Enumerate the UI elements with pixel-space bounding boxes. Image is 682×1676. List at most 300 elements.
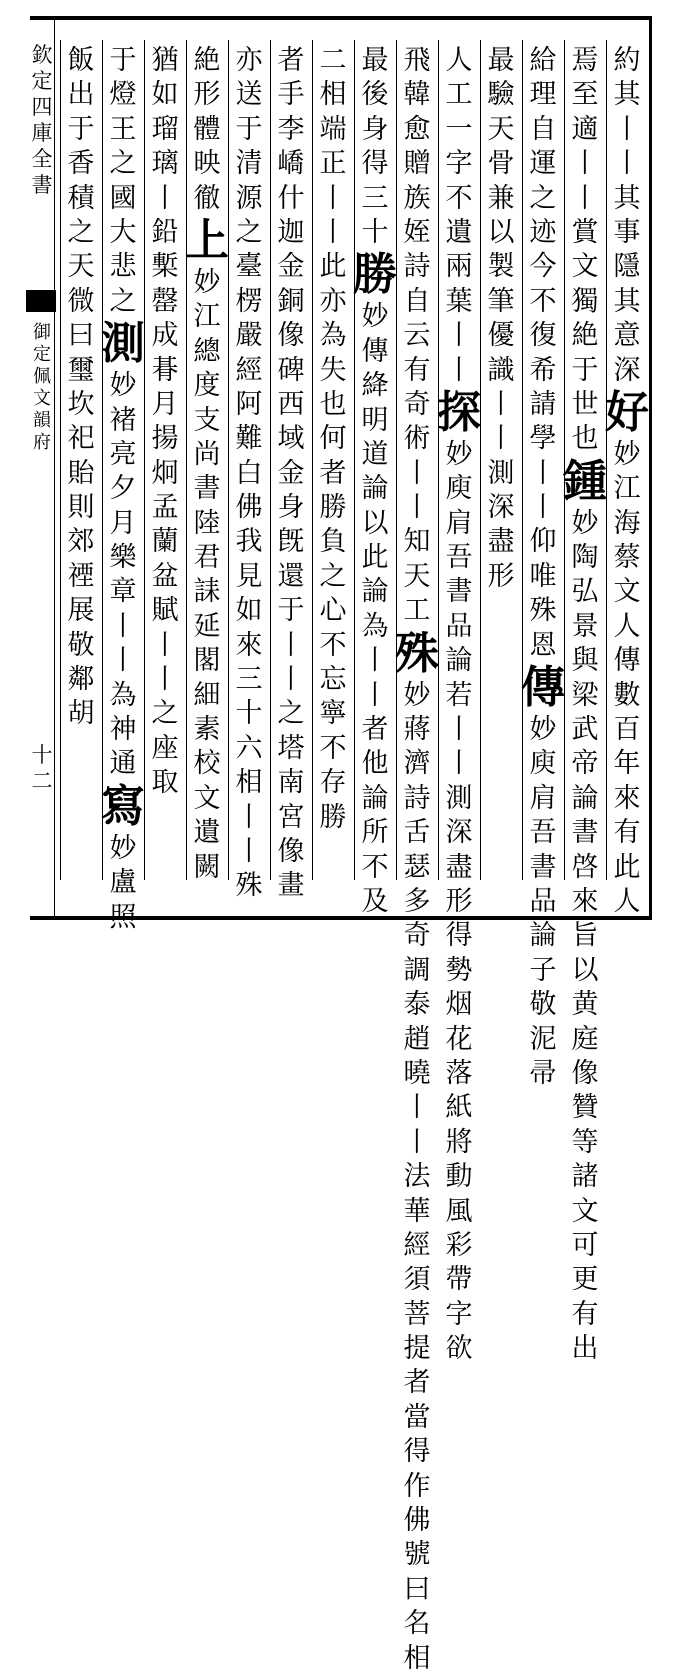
- text-glyph: 宮: [277, 801, 305, 833]
- text-glyph: 武: [571, 714, 599, 746]
- text-glyph: 最: [487, 45, 515, 76]
- text-glyph: 丨: [571, 148, 599, 180]
- text-column: [480, 44, 522, 594]
- text-glyph: 不: [319, 629, 347, 661]
- text-glyph: 明: [361, 404, 389, 436]
- text-glyph: 骨: [487, 148, 515, 180]
- text-glyph: 丨: [529, 492, 557, 524]
- text-glyph: 啓: [571, 851, 599, 883]
- text-glyph: 字: [445, 1298, 473, 1330]
- text-glyph: 徹: [193, 182, 221, 214]
- text-glyph: 則: [67, 492, 95, 524]
- text-glyph: 此: [319, 251, 347, 283]
- text-glyph: 可: [571, 1229, 599, 1261]
- text-glyph: 妙: [361, 301, 389, 333]
- text-glyph: 瑟: [403, 851, 431, 883]
- headword-glyph: 寫: [101, 780, 145, 832]
- text-glyph: 識: [487, 354, 515, 386]
- text-glyph: 身: [277, 492, 305, 524]
- text-glyph: 端: [319, 113, 347, 145]
- text-glyph: 菩: [403, 1298, 431, 1330]
- text-glyph: 動: [445, 1161, 473, 1193]
- text-glyph: 塔: [277, 732, 305, 764]
- text-glyph: 最: [361, 45, 389, 76]
- text-glyph: 樂: [109, 542, 137, 574]
- text-glyph: 來: [235, 629, 263, 661]
- text-column: [354, 44, 396, 919]
- text-glyph: 經: [403, 1229, 431, 1261]
- text-glyph: 源: [235, 182, 263, 214]
- text-glyph: 佛: [235, 492, 263, 524]
- text-glyph: 丨: [151, 629, 179, 661]
- text-glyph: 之: [151, 698, 179, 730]
- text-glyph: 絶: [571, 320, 599, 352]
- text-glyph: 法: [403, 1161, 431, 1193]
- text-glyph: 復: [529, 320, 557, 352]
- text-glyph: 褚: [109, 404, 137, 436]
- margin-glyph: 府: [33, 432, 51, 453]
- text-glyph: 論: [445, 645, 473, 677]
- text-glyph: 十: [235, 698, 263, 730]
- text-glyph: 丨: [487, 423, 515, 455]
- text-glyph: 其: [613, 285, 641, 317]
- text-glyph: 大: [109, 216, 137, 248]
- text-glyph: 難: [235, 423, 263, 455]
- text-glyph: 論: [571, 782, 599, 814]
- text-glyph: 尚: [193, 438, 221, 470]
- text-glyph: 如: [151, 79, 179, 111]
- text-glyph: 須: [403, 1264, 431, 1296]
- text-glyph: 人: [613, 610, 641, 642]
- text-glyph: 丨: [361, 679, 389, 711]
- text-glyph: 落: [445, 1057, 473, 1089]
- text-glyph: 丨: [319, 216, 347, 248]
- text-glyph: 他: [361, 748, 389, 780]
- text-glyph: 帝: [571, 748, 599, 780]
- text-glyph: 猶: [151, 45, 179, 76]
- text-glyph: 傳: [361, 335, 389, 367]
- text-glyph: 丨: [277, 664, 305, 696]
- text-glyph: 丨: [403, 1126, 431, 1158]
- text-column: [438, 44, 480, 1366]
- text-glyph: 相: [235, 767, 263, 799]
- headword-glyph: 測: [101, 318, 145, 370]
- text-glyph: 之: [235, 216, 263, 248]
- margin-glyph: 書: [31, 173, 53, 197]
- text-glyph: 文: [193, 782, 221, 814]
- text-glyph: 君: [193, 542, 221, 574]
- text-glyph: 仰: [529, 526, 557, 558]
- text-glyph: 于: [67, 113, 95, 145]
- text-glyph: 者: [403, 1367, 431, 1399]
- text-glyph: 金: [277, 251, 305, 283]
- text-glyph: 贈: [403, 148, 431, 180]
- text-glyph: 將: [445, 1126, 473, 1158]
- text-glyph: 得: [361, 148, 389, 180]
- text-glyph: 論: [361, 576, 389, 608]
- text-glyph: 妙: [529, 714, 557, 746]
- text-glyph: 之: [67, 216, 95, 248]
- text-glyph: 華: [403, 1195, 431, 1227]
- text-glyph: 負: [319, 526, 347, 558]
- text-glyph: 飛: [403, 45, 431, 76]
- text-glyph: 當: [403, 1401, 431, 1433]
- margin-glyph: 庫: [31, 121, 53, 145]
- text-glyph: 一: [445, 113, 473, 145]
- text-glyph: 帶: [445, 1264, 473, 1296]
- text-glyph: 手: [277, 79, 305, 111]
- text-glyph: 丨: [151, 664, 179, 696]
- text-glyph: 悲: [109, 251, 137, 283]
- text-glyph: 素: [193, 714, 221, 746]
- text-glyph: 陸: [193, 507, 221, 539]
- text-column: [396, 44, 438, 1676]
- text-glyph: 鉛: [151, 216, 179, 248]
- text-glyph: 庾: [529, 748, 557, 780]
- text-glyph: 丨: [613, 113, 641, 145]
- text-glyph: 槧: [151, 251, 179, 283]
- text-glyph: 勝: [319, 801, 347, 833]
- text-glyph: 陶: [571, 542, 599, 574]
- text-glyph: 多: [403, 885, 431, 917]
- text-glyph: 請: [529, 388, 557, 420]
- text-column: [564, 44, 606, 1366]
- text-glyph: 十: [361, 216, 389, 248]
- text-glyph: 丨: [235, 801, 263, 833]
- text-glyph: 失: [319, 354, 347, 386]
- text-glyph: 貽: [67, 457, 95, 489]
- text-glyph: 製: [487, 251, 515, 283]
- text-glyph: 測: [487, 457, 515, 489]
- text-glyph: 揚: [151, 423, 179, 455]
- text-glyph: 禋: [67, 560, 95, 592]
- text-glyph: 等: [571, 1126, 599, 1158]
- text-glyph: 愈: [403, 113, 431, 145]
- text-glyph: 世: [571, 388, 599, 420]
- text-glyph: 何: [319, 423, 347, 455]
- text-glyph: 更: [571, 1264, 599, 1296]
- text-glyph: 盆: [151, 560, 179, 592]
- margin-book-series-title: [30, 42, 54, 198]
- text-glyph: 郊: [67, 526, 95, 558]
- text-glyph: 丨: [403, 1092, 431, 1124]
- text-glyph: 阿: [235, 388, 263, 420]
- text-glyph: 文: [571, 251, 599, 283]
- margin-book-title: [30, 322, 54, 454]
- text-glyph: 書: [571, 817, 599, 849]
- text-glyph: 得: [445, 920, 473, 952]
- text-glyph: 文: [613, 576, 641, 608]
- text-glyph: 子: [529, 954, 557, 986]
- text-glyph: 胡: [67, 698, 95, 730]
- text-column: [270, 44, 312, 904]
- text-column: [144, 44, 186, 801]
- text-glyph: 姪: [403, 216, 431, 248]
- text-glyph: 蘭: [151, 526, 179, 558]
- text-glyph: 賦: [151, 595, 179, 627]
- text-glyph: 品: [529, 885, 557, 917]
- margin-glyph: 文: [33, 388, 51, 409]
- top-border: [30, 16, 652, 20]
- text-glyph: 出: [67, 79, 95, 111]
- text-glyph: 白: [235, 457, 263, 489]
- text-glyph: 三: [361, 182, 389, 214]
- text-glyph: 葉: [445, 285, 473, 317]
- text-glyph: 筆: [487, 285, 515, 317]
- text-glyph: 之: [109, 148, 137, 180]
- text-glyph: 與: [571, 645, 599, 677]
- text-glyph: 云: [403, 320, 431, 352]
- text-glyph: 迦: [277, 216, 305, 248]
- text-glyph: 出: [571, 1333, 599, 1365]
- text-glyph: 總: [193, 335, 221, 367]
- text-glyph: 身: [361, 113, 389, 145]
- text-glyph: 海: [613, 507, 641, 539]
- text-glyph: 人: [613, 885, 641, 917]
- text-glyph: 理: [529, 79, 557, 111]
- text-glyph: 詩: [403, 782, 431, 814]
- text-glyph: 風: [445, 1195, 473, 1227]
- text-glyph: 驗: [487, 79, 515, 111]
- text-glyph: 于: [235, 113, 263, 145]
- text-glyph: 妙: [109, 832, 137, 864]
- text-glyph: 焉: [571, 45, 599, 76]
- text-glyph: 測: [445, 782, 473, 814]
- text-glyph: 盧: [109, 867, 137, 899]
- text-glyph: 亮: [109, 438, 137, 470]
- text-glyph: 于: [571, 354, 599, 386]
- text-glyph: 支: [193, 404, 221, 436]
- text-glyph: 飯: [67, 45, 95, 76]
- text-glyph: 運: [529, 148, 557, 180]
- text-glyph: 優: [487, 320, 515, 352]
- text-glyph: 帚: [529, 1057, 557, 1089]
- text-column: [186, 44, 228, 885]
- text-glyph: 韓: [403, 79, 431, 111]
- text-glyph: 誄: [193, 576, 221, 608]
- right-border: [649, 16, 652, 920]
- text-glyph: 之: [277, 698, 305, 730]
- margin-glyph: 欽: [31, 43, 53, 67]
- text-glyph: 論: [361, 473, 389, 505]
- text-glyph: 遺: [193, 817, 221, 849]
- text-glyph: 相: [319, 79, 347, 111]
- text-glyph: 自: [529, 113, 557, 145]
- margin-glyph: 全: [31, 147, 53, 171]
- text-glyph: 此: [361, 542, 389, 574]
- text-glyph: 延: [193, 610, 221, 642]
- text-glyph: 自: [403, 285, 431, 317]
- text-glyph: 丨: [613, 148, 641, 180]
- text-glyph: 道: [361, 438, 389, 470]
- text-glyph: 嶠: [277, 148, 305, 180]
- margin-divider: [54, 20, 55, 916]
- text-glyph: 丨: [403, 457, 431, 489]
- text-glyph: 妙: [613, 438, 641, 470]
- text-glyph: 品: [445, 610, 473, 642]
- text-glyph: 丨: [445, 320, 473, 352]
- text-glyph: 丨: [403, 492, 431, 524]
- headword-glyph: 探: [437, 386, 481, 438]
- headword-glyph: 上: [185, 214, 229, 266]
- text-glyph: 不: [529, 285, 557, 317]
- text-glyph: 烟: [445, 989, 473, 1021]
- text-glyph: 勝: [319, 492, 347, 524]
- text-glyph: 經: [235, 354, 263, 386]
- text-glyph: 夕: [109, 473, 137, 505]
- text-glyph: 花: [445, 1023, 473, 1055]
- text-glyph: 碑: [277, 354, 305, 386]
- text-glyph: 不: [361, 851, 389, 883]
- text-glyph: 若: [445, 679, 473, 711]
- text-glyph: 還: [277, 560, 305, 592]
- text-glyph: 西: [277, 388, 305, 420]
- text-glyph: 天: [487, 113, 515, 145]
- text-glyph: 泰: [403, 989, 431, 1021]
- text-glyph: 之: [319, 560, 347, 592]
- text-glyph: 作: [403, 1470, 431, 1502]
- text-glyph: 像: [277, 320, 305, 352]
- text-glyph: 丨: [445, 354, 473, 386]
- margin-glyph: 四: [31, 95, 53, 119]
- text-glyph: 丨: [109, 645, 137, 677]
- text-glyph: 金: [277, 457, 305, 489]
- text-glyph: 丨: [445, 748, 473, 780]
- margin-glyph: 十: [31, 743, 53, 767]
- text-glyph: 賞: [571, 216, 599, 248]
- text-glyph: 丨: [319, 182, 347, 214]
- text-glyph: 傳: [613, 645, 641, 677]
- text-glyph: 座: [151, 732, 179, 764]
- text-glyph: 域: [277, 423, 305, 455]
- text-glyph: 以: [571, 954, 599, 986]
- text-column: [522, 44, 564, 1091]
- text-glyph: 丨: [529, 457, 557, 489]
- text-glyph: 積: [67, 182, 95, 214]
- text-glyph: 約: [613, 45, 641, 76]
- text-column: [102, 44, 144, 935]
- text-glyph: 詩: [403, 251, 431, 283]
- text-glyph: 相: [403, 1642, 431, 1674]
- text-glyph: 數: [613, 679, 641, 711]
- text-glyph: 意: [613, 320, 641, 352]
- text-glyph: 旨: [571, 920, 599, 952]
- text-glyph: 于: [277, 595, 305, 627]
- text-glyph: 送: [235, 79, 263, 111]
- text-glyph: 二: [319, 45, 347, 76]
- text-glyph: 銅: [277, 285, 305, 317]
- text-glyph: 什: [277, 182, 305, 214]
- margin-glyph: 韻: [33, 410, 51, 431]
- text-glyph: 給: [529, 45, 557, 76]
- text-glyph: 黄: [571, 989, 599, 1021]
- text-glyph: 為: [109, 679, 137, 711]
- text-glyph: 章: [109, 576, 137, 608]
- text-glyph: 為: [319, 320, 347, 352]
- headword-glyph: 好: [605, 386, 649, 438]
- text-glyph: 殊: [529, 595, 557, 627]
- text-glyph: 蔡: [613, 542, 641, 574]
- text-glyph: 彩: [445, 1229, 473, 1261]
- text-glyph: 盡: [445, 851, 473, 883]
- text-glyph: 曉: [403, 1057, 431, 1089]
- text-glyph: 希: [529, 354, 557, 386]
- text-glyph: 之: [109, 285, 137, 317]
- text-glyph: 旣: [277, 526, 305, 558]
- text-glyph: 罄: [151, 285, 179, 317]
- text-glyph: 殊: [235, 870, 263, 902]
- text-glyph: 國: [109, 182, 137, 214]
- text-glyph: 丨: [277, 629, 305, 661]
- text-glyph: 書: [445, 576, 473, 608]
- text-glyph: 炯: [151, 457, 179, 489]
- text-glyph: 號: [403, 1539, 431, 1571]
- text-glyph: 月: [109, 507, 137, 539]
- margin-glyph: 御: [33, 322, 51, 343]
- text-glyph: 梁: [571, 679, 599, 711]
- text-glyph: 楞: [235, 285, 263, 317]
- text-glyph: 像: [571, 1057, 599, 1089]
- text-glyph: 工: [445, 79, 473, 111]
- text-glyph: 三: [235, 664, 263, 696]
- text-glyph: 深: [445, 817, 473, 849]
- text-glyph: 月: [151, 388, 179, 420]
- text-glyph: 泥: [529, 1023, 557, 1055]
- text-glyph: 如: [235, 595, 263, 627]
- text-glyph: 兩: [445, 251, 473, 283]
- text-glyph: 奇: [403, 388, 431, 420]
- text-glyph: 名: [403, 1608, 431, 1640]
- text-glyph: 形: [193, 79, 221, 111]
- margin-glyph: 定: [33, 344, 51, 365]
- text-glyph: 孟: [151, 492, 179, 524]
- text-glyph: 來: [613, 782, 641, 814]
- text-glyph: 隱: [613, 251, 641, 283]
- text-column: [60, 44, 102, 732]
- text-glyph: 濟: [403, 748, 431, 780]
- text-glyph: 祀: [67, 423, 95, 455]
- text-glyph: 遺: [445, 216, 473, 248]
- text-glyph: 像: [277, 835, 305, 867]
- text-glyph: 形: [445, 885, 473, 917]
- text-glyph: 絶: [193, 45, 221, 76]
- text-glyph: 丨: [361, 645, 389, 677]
- text-glyph: 嚴: [235, 320, 263, 352]
- text-glyph: 後: [361, 79, 389, 111]
- text-glyph: 庾: [445, 473, 473, 505]
- margin-glyph: 佩: [33, 366, 51, 387]
- text-glyph: 曰: [403, 1573, 431, 1605]
- text-glyph: 細: [193, 679, 221, 711]
- text-glyph: 贊: [571, 1092, 599, 1124]
- text-glyph: 度: [193, 370, 221, 402]
- text-glyph: 于: [109, 45, 137, 76]
- text-glyph: 學: [529, 423, 557, 455]
- text-glyph: 及: [361, 885, 389, 917]
- text-glyph: 提: [403, 1333, 431, 1365]
- text-glyph: 丨: [487, 388, 515, 420]
- text-glyph: 獨: [571, 285, 599, 317]
- text-glyph: 至: [571, 79, 599, 111]
- text-glyph: 見: [235, 560, 263, 592]
- text-glyph: 我: [235, 526, 263, 558]
- text-glyph: 書: [193, 473, 221, 505]
- text-glyph: 丨: [445, 714, 473, 746]
- text-glyph: 妙: [571, 507, 599, 539]
- text-glyph: 丨: [235, 835, 263, 867]
- text-glyph: 丨: [109, 610, 137, 642]
- text-glyph: 映: [193, 148, 221, 180]
